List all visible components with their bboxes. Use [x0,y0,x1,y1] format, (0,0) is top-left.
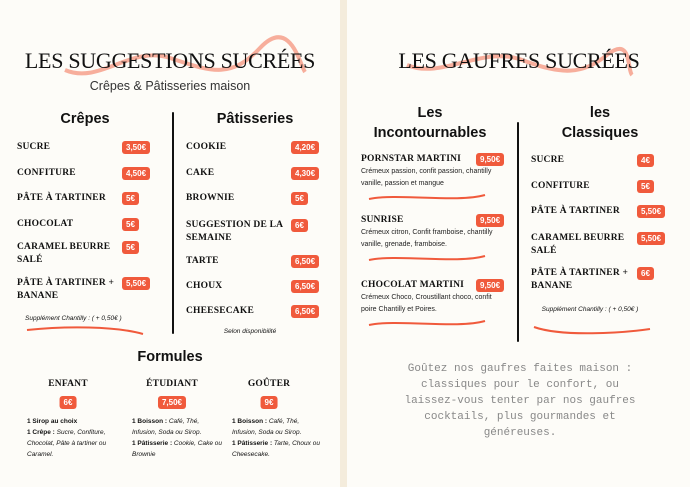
price-badge: 9€ [261,396,278,409]
price-badge: 9,50€ [476,153,504,166]
formule-line-label: 1 Boisson : [132,418,169,425]
formule-name: ENFANT [48,379,88,389]
menu-item-name: PORNSTAR MARTINI [361,154,462,164]
price-badge: 9,50€ [476,279,504,292]
patisseries-heading: Pâtisseries [216,111,294,127]
price-badge: 6,50€ [291,280,319,293]
formule-line-label: 1 Crêpe : [27,429,57,436]
price-badge: 6€ [637,267,654,280]
classiques-heading [562,103,639,143]
squiggle [532,325,652,335]
menu-item-name: CARAMEL BEURRE SALÉ [531,233,625,256]
heading-line: Les [417,105,443,121]
price-badge: 6,50€ [291,305,319,318]
formule-line-label: 1 Sirop au choix [27,418,78,425]
menu-item-name: SUCRE [531,155,565,165]
menu-item-name: CHEESECAKE [186,306,254,316]
price-badge: 5€ [122,241,139,254]
squiggle [367,254,487,264]
price-badge: 4,30€ [291,167,319,180]
price-badge: 9,50€ [476,214,504,227]
menu-item-name: PÂTE À TARTINER [531,206,620,216]
price-badge: 5€ [122,218,139,231]
incontournables-heading [374,103,487,143]
price-badge: 5€ [291,192,308,205]
price-badge: 5€ [637,180,654,193]
price-badge: 7,50€ [158,396,186,409]
menu-item-name: CHOCOLAT MARTINI [361,280,465,290]
formule-description [132,416,222,460]
formule-line-detail: Café, Thé, Infusion, Soda ou Sirop. [232,418,302,436]
menu-item-name: TARTE [186,256,219,266]
price-badge: 6€ [291,219,308,232]
formule-description [27,416,112,460]
menu-item-name: CHOUX [186,281,223,291]
menu-item-name: CONFITURE [17,168,76,178]
availability-note: Selon disponibilité [223,328,277,335]
menu-item-name: PÂTE À TARTINER + BANANE [531,268,629,291]
menu-item-name: CONFITURE [531,181,590,191]
price-badge: 4€ [637,154,654,167]
menu-item-name: CARAMEL BEURRE SALÉ [17,242,111,265]
formule-name: GOÛTER [247,379,291,389]
price-badge: 6€ [60,396,77,409]
page-subtitle: Crêpes & Pâtisseries maison [89,79,251,93]
price-badge: 5,50€ [637,232,665,245]
menu-item-name: PÂTE À TARTINER + BANANE [17,278,115,301]
price-badge: 3,50€ [122,141,150,154]
menu-item-name: SUGGESTION DE LA SEMAINE [186,220,283,243]
squiggle [25,326,145,336]
formules-heading: Formules [137,349,203,365]
squiggle [367,319,487,329]
formule-line-detail: Cookie, Cake ou Brownie [132,440,222,458]
heading-line: Classiques [561,125,639,141]
menu-item-name: SUCRE [17,142,51,152]
menu-item-name: COOKIE [186,142,227,152]
column-divider [517,122,519,342]
menu-item-name: CHOCOLAT [17,219,74,229]
column-divider [172,112,174,334]
menu-item-name: SUNRISE [361,215,404,225]
menu-item-description: Crémeux passion, confit passion, chantilly vanille, passion et mangue [361,168,492,187]
menu-item-name: CAKE [186,168,215,178]
price-badge: 4,50€ [122,167,150,180]
menu-item-description: Crémeux citron, Confit framboise, chantilly vanille, grenade, framboise. [361,229,493,248]
heading-line: les [589,105,611,121]
heading-line: Incontournables [373,125,487,141]
formule-description [232,416,322,460]
formule-line-label: 1 Pâtisserie : [232,440,274,447]
formule-line-detail: Café, Thé, Infusion, Soda ou Sirop. [132,418,202,436]
price-badge: 4,20€ [291,141,319,154]
crepes-heading: Crêpes [60,111,110,127]
menu-item-name: PÂTE À TARTINER [17,193,106,203]
page-title: LES SUGGESTIONS SUCRÉES [24,48,316,73]
page-title: LES GAUFRES SUCRÉES [398,48,640,73]
menu-item-description: Crémeux Choco, Croustillant choco, confit poire Chantilly et Poires. [361,294,492,313]
formule-line-detail: Tarte, Choux ou Cheesecake. [232,440,320,458]
price-badge: 5,50€ [637,205,665,218]
price-badge: 5,50€ [122,277,150,290]
chantilly-note: Supplément Chantilly : ( + 0,50€ ) [25,315,122,322]
formule-line-label: 1 Pâtisserie : [132,440,174,447]
price-badge: 5€ [122,192,139,205]
right-page [347,0,690,487]
formule-line-label: 1 Boisson : [232,418,269,425]
waffles-description: Goûtez nos gaufres faites maison : classiques pour le confort, ou laissez-vous tenter par nos gaufres cocktails, plus gourmandes et généreuses. [404,363,636,439]
formule-name: ÉTUDIANT [146,379,198,389]
left-page [0,0,340,487]
price-badge: 6,50€ [291,255,319,268]
menu-item-name: BROWNIE [186,193,235,203]
chantilly-note: Supplément Chantilly : ( + 0,50€ ) [541,306,639,313]
formule-line-detail: Sucre, Confiture, Chocolat, Pâte à tartiner ou Caramel. [27,429,107,458]
squiggle [367,193,487,203]
